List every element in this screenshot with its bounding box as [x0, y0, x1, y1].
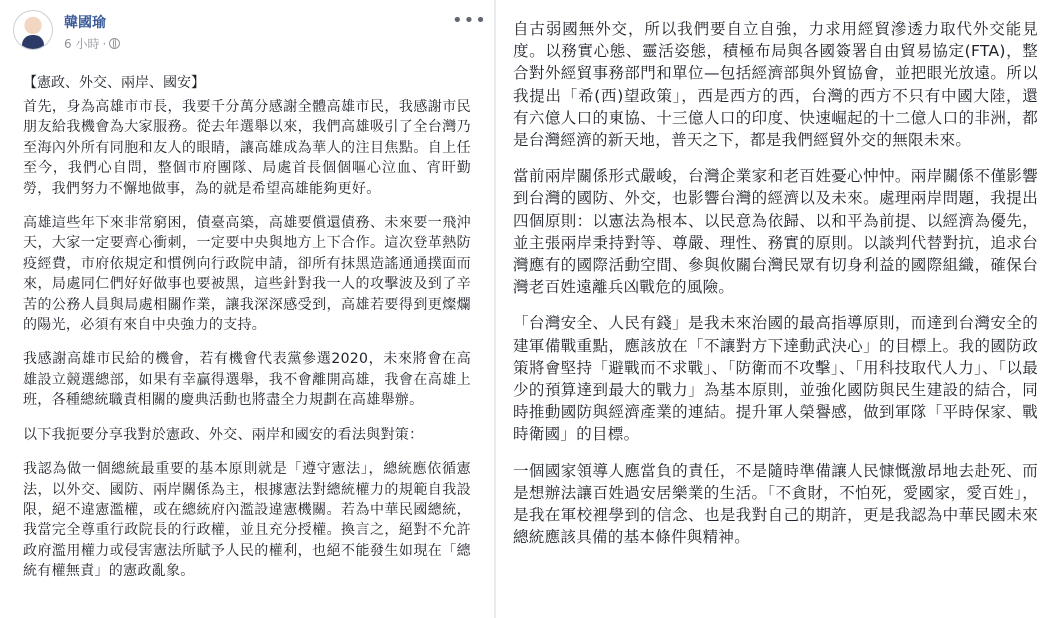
paragraph: 高雄這些年下來非常窮困，債臺高築，高雄要償還債務、未來要一飛沖天，大家一定要齊心衝刺，一定要中央與地方上下合作。這次登革熱防疫經費，市府依規定和慣例向行政院申請，卻所有抹黑造謠通通撲面而來，局處同仁們好好做事也要被黑，這些針對我一人的攻擊波及到了辛苦的公務人員與局處相關作業，讓我深深感受到，高雄若要得到更燦爛的陽光，必須有來自中央強力的支持。: [23, 215, 471, 334]
author-name[interactable]: 韓國瑜: [64, 15, 106, 31]
paragraph: 一個國家領導人應當負的責任，不是隨時準備讓人民慷慨激昂地去赴死、而是想辦法讓百姓過安居樂業的生活。「不貪財，不怕死，愛國家，愛百姓」，是我在軍校裡學到的信念、也是我對自己的期許，更是我認為中華民國未來總統應該具備的基本條件與精神。: [513, 461, 1038, 547]
post-right-panel: [500, 0, 1060, 618]
paragraph: 以下我扼要分享我對於憲政、外交、兩岸和國安的看法與對策：: [23, 426, 424, 443]
globe-icon[interactable]: [109, 38, 120, 49]
paragraph: 自古弱國無外交，所以我們要自立自強，力求用經貿滲透力取代外交能見度。以務實心態、靈活姿態，積極布局與各國簽署自由貿易協定(FTA)，整合對外經貿事務部門和單位—包括經濟部與外貿協會，並把眼光放遠。所以我提出「希(西)望政策」，西是西方的西，台灣的西方不只有中國大陸，還有六億人口的東協、十三億人口的印度、快速崛起的十二億人口的非洲，都是台灣經濟的新天地，普天之下，都是我們經貿外交的無限未來。: [513, 20, 1038, 150]
post-title: 【憲政、外交、兩岸、國安】: [23, 75, 205, 91]
paragraph: 我認為做一個總統最重要的基本原則就是「遵守憲法」，總統應依循憲法，以外交、國防、兩岸關係為主，根據憲法對總統權力的規範自我設限，絕不違憲濫權，或在總統府內濫設違憲機關。若為中華民國總統，我當完全尊重行政院長的行政權，並且充分授權。換言之，絕對不允許政府濫用權力或侵害憲法所賦予人民的權利，也絕不能發生如現在「總統有權無責」的憲政亂象。: [23, 461, 471, 580]
meta-separator: ·: [102, 36, 107, 51]
avatar[interactable]: [13, 10, 53, 50]
post-body-left: [23, 97, 471, 596]
post-time[interactable]: 6 小時: [64, 37, 100, 51]
more-options-icon[interactable]: •••: [452, 10, 487, 31]
paragraph: 我感謝高雄市民給的機會，若有機會代表黨參選2020，未來將會在高雄設立競選總部，如果有幸贏得選舉，我不會離開高雄，我會在高雄上班，各種總統職責相關的慶典活動也將盡全力規劃在高雄舉辦。: [23, 351, 471, 409]
paragraph: 首先，身為高雄市市長，我要千分萬分感謝全體高雄市民，我感謝市民朋友給我機會為大家服務。從去年選舉以來，我們高雄吸引了全台灣乃至海內外所有同胞和友人的眼睛，讓高雄成為華人的注目焦點。自上任至今，我們心自問，整個市府團隊、局處首長個個嘔心泣血、宵旰勤勞，我們努力不懈地做事，為的就是希望高雄能夠更好。: [23, 99, 471, 197]
post-header: [0, 0, 490, 66]
paragraph: 當前兩岸關係形式嚴峻，台灣企業家和老百姓憂心忡忡。兩岸關係不僅影響到台灣的國防、外交，也影響台灣的經濟以及未來。處理兩岸問題，我提出四個原則：以憲法為根本、以民意為依歸、以和平為前提、以經濟為優先，並主張兩岸秉持對等、尊嚴、理性、務實的原則。以談判代替對抗，追求台灣應有的國際活動空間、參與攸關台灣民眾有切身利益的國際組織，確保台灣老百姓遠離兵凶戰危的風險。: [513, 167, 1038, 297]
post-left-panel: [0, 0, 490, 618]
paragraph: 「台灣安全、人民有錢」是我未來治國的最高指導原則，而達到台灣安全的建軍備戰重點，應該放在「不讓對方下達動武決心」的目標上。我的國防政策將會堅持「避戰而不求戰」、「防衛而不攻擊」、「用科技取代人力」、「以最少的預算達到最大的戰力」為基本原則，並強化國防與民生建設的結合，同時推動國防與經濟產業的連結。提升軍人榮譽感，做到軍隊「平時保家、戰時衛國」的目標。: [513, 314, 1038, 444]
post-meta: [64, 35, 120, 52]
post-body-right: [513, 18, 1038, 562]
divider: [494, 0, 496, 618]
